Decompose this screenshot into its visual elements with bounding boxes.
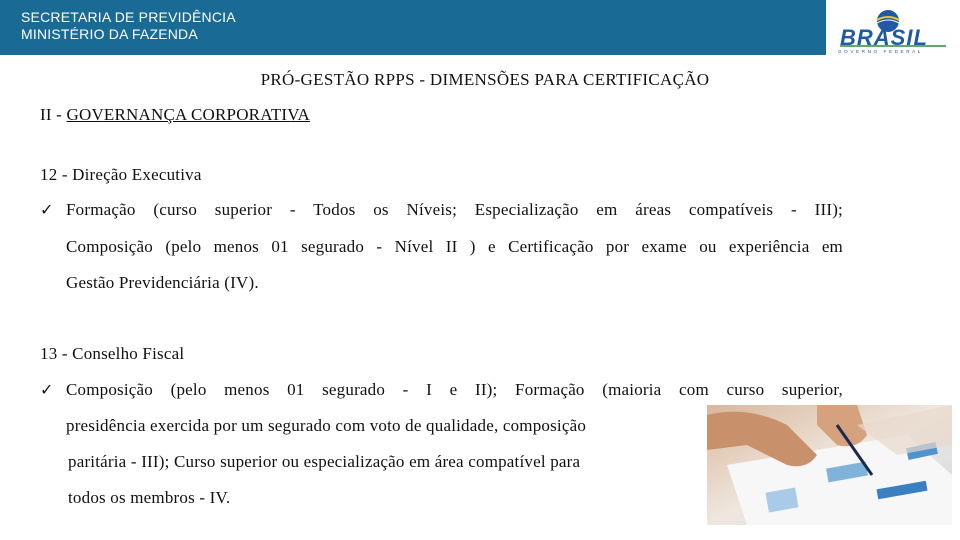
header-line-1: SECRETARIA DE PREVIDÊNCIA [21, 9, 236, 25]
section-heading [40, 105, 310, 125]
header-text [21, 9, 236, 43]
check-icon: ✓ [40, 382, 54, 399]
header-line-2: MINISTÉRIO DA FAZENDA [21, 26, 198, 42]
logo-subtext: GOVERNO FEDERAL [838, 49, 923, 54]
item-13-line-1: Composição (pelo menos 01 segurado - I e II); Formação (maioria com curso superior, [66, 380, 843, 399]
item-heading-direcao: 12 - Direção Executiva [40, 165, 202, 184]
item-heading-conselho: 13 - Conselho Fiscal [40, 344, 185, 363]
check-icon: ✓ [40, 202, 54, 219]
brasil-logo [826, 0, 960, 55]
logo-wordmark: BRASIL [840, 25, 928, 50]
item-13-line-4: todos os membros - IV. [68, 488, 231, 507]
header-bar [0, 0, 960, 55]
item-13-line-3: paritária - III); Curso superior ou especialização em área compatível para [68, 452, 581, 471]
item-12-line-3: Gestão Previdenciária (IV). [66, 273, 259, 292]
item-12-line-1: Formação (curso superior - Todos os Níveis; Especialização em áreas compatíveis - III); [66, 200, 843, 219]
hands-documents-photo [707, 405, 952, 525]
item-13-line-2: presidência exercida por um segurado com voto de qualidade, composição [66, 416, 587, 435]
item-12-line-2: Composição (pelo menos 01 segurado - Nível II ) e Certificação por exame ou experiência em [66, 237, 843, 256]
page-title: PRÓ-GESTÃO RPPS - DIMENSÕES PARA CERTIFICAÇÃO [260, 70, 710, 89]
section-prefix: II - [40, 105, 67, 124]
section-name: GOVERNANÇA CORPORATIVA [66, 105, 311, 124]
